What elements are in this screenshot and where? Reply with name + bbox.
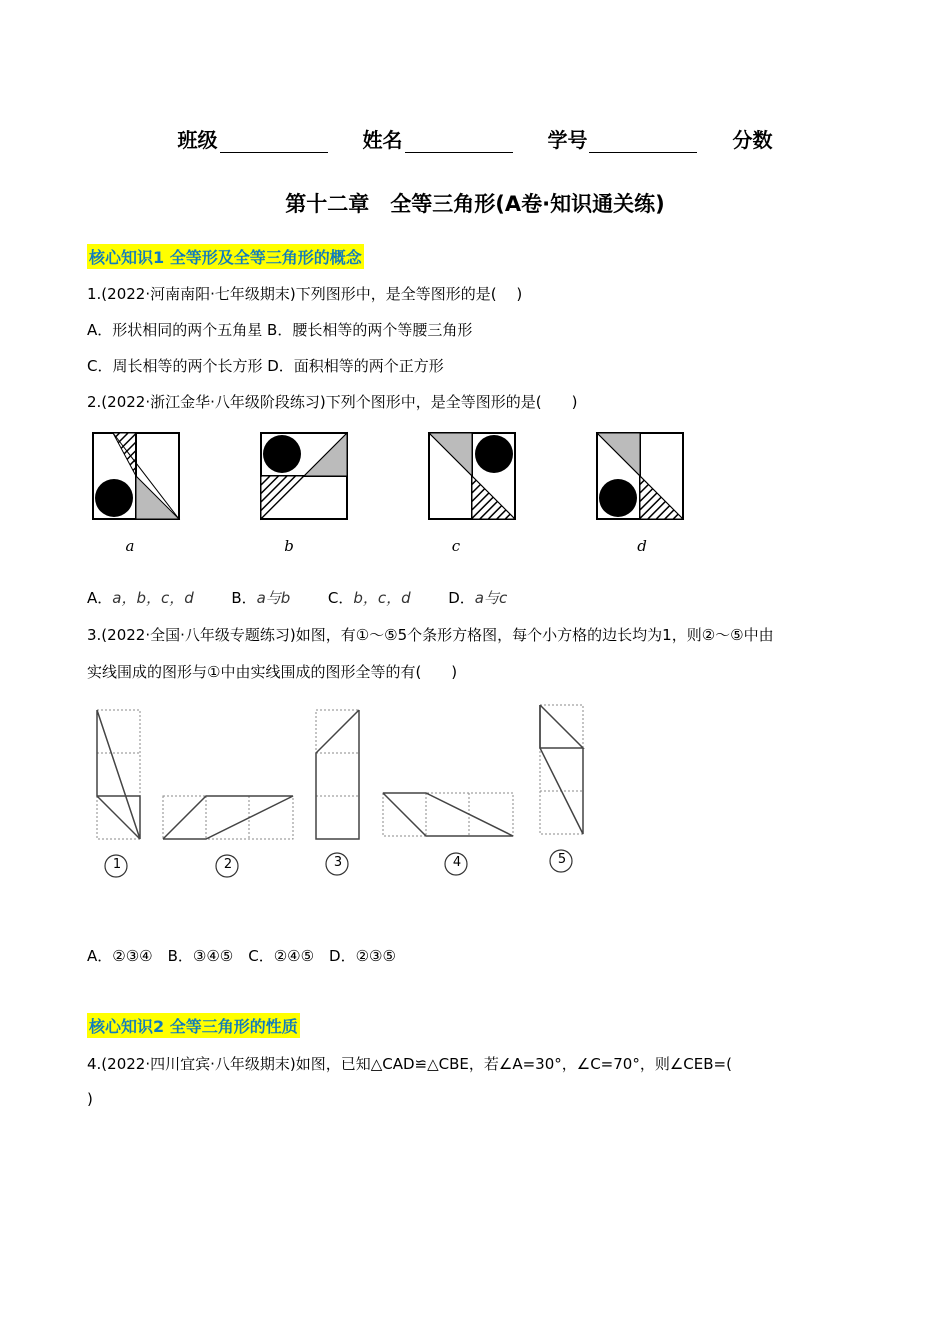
question-2-stem: 2.(2022·浙江金华·八年级阶段练习)下列个图形中，是全等图形的是( ) [87, 393, 578, 411]
question-3-stem-line-2: 实线围成的图形与①中由实线围成的图形全等的有( ) [87, 663, 458, 681]
question-3-stem-line-1: 3.(2022·全国·八年级专题练习)如图，有①～⑤5个条形方格图，每个小方格的边长均为1，则②～⑤中由 [87, 626, 774, 644]
strip-figure-2 [163, 796, 293, 839]
student-info-line [0, 124, 950, 153]
figure-label-c: c [451, 537, 461, 555]
option-d: D．a与c [448, 589, 508, 607]
circle-label-5: 5 [557, 852, 567, 867]
score-field: 分数 [732, 128, 773, 152]
question-3-options: A．②③④ B．③④⑤ C．②④⑤ D．②③⑤ [87, 947, 396, 965]
circle-label-4: 4 [452, 855, 462, 870]
question-1-stem: 1.(2022·河南南阳·七年级期末)下列图形中，是全等图形的是( ) [87, 285, 523, 303]
circle-label-2: 2 [223, 857, 233, 872]
figure-d [597, 433, 683, 519]
figure-label-d: d [637, 537, 647, 555]
question-1-options-ab: A．形状相同的两个五角星 B．腰长相等的两个等腰三角形 [87, 321, 473, 339]
section-heading-2: 核心知识2 全等三角形的性质 [87, 1013, 300, 1038]
figure-c [429, 433, 515, 519]
figure-a [93, 433, 179, 519]
figure-label-a: a [125, 537, 135, 555]
circle-label-3: 3 [333, 855, 343, 870]
strip-figure-3 [316, 710, 359, 839]
id-field[interactable]: 学号 [547, 124, 697, 153]
question-4-stem-end: ) [87, 1090, 93, 1108]
option-c: C．b，c，d [327, 589, 411, 607]
circle-label-1: 1 [112, 857, 122, 872]
strip-figure-1 [97, 710, 140, 839]
strip-figure-5 [540, 705, 583, 834]
figure-label-b: b [284, 537, 294, 555]
strip-figure-4 [383, 793, 513, 836]
option-a: A．a，b，c，d [87, 589, 194, 607]
option-b: B．a与b [231, 589, 291, 607]
figure-b [261, 433, 347, 519]
question-4-stem: 4.(2022·四川宜宾·八年级期末)如图，已知△CAD≌△CBE，若∠A=30°，∠C=70°，则∠CEB=( [87, 1055, 732, 1073]
question-2-options [87, 587, 507, 608]
section-heading-1: 核心知识1 全等形及全等三角形的概念 [87, 244, 364, 269]
page-title: 第十二章 全等三角形(A卷·知识通关练) [285, 192, 665, 216]
question-2-figures [85, 425, 705, 535]
name-field[interactable]: 姓名 [363, 124, 513, 153]
class-field[interactable]: 班级 [178, 124, 328, 153]
question-1-options-cd: C．周长相等的两个长方形 D．面积相等的两个正方形 [87, 357, 444, 375]
